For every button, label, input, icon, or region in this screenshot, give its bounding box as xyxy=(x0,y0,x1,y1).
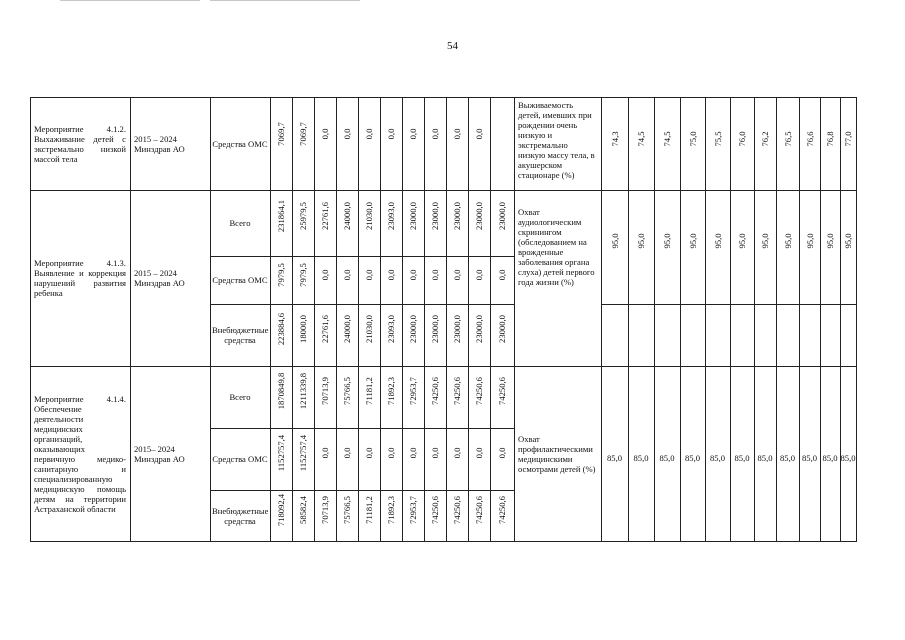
funding-value: 58582,4 xyxy=(298,496,308,525)
funding-value: 0,0 xyxy=(364,447,374,459)
col-divider xyxy=(424,97,425,541)
table-border-top xyxy=(30,97,856,98)
measure-name: Мероприятие 4.1.2. Выхаживание детей с экстремально низкой массой тела xyxy=(34,123,126,164)
funding-source-label: Средства ОМС xyxy=(212,454,268,464)
indicator-value: 85,0 xyxy=(840,452,856,463)
indicator-value: 95,0 xyxy=(804,233,815,249)
funding-value: 22761,6 xyxy=(320,314,330,343)
indicator-value: 95,0 xyxy=(636,233,646,249)
col-divider xyxy=(358,97,359,541)
indicator-value: 85,0 xyxy=(801,452,818,463)
funding-value: 23093,0 xyxy=(386,202,396,231)
funding-value: 0,0 xyxy=(364,269,374,281)
funding-value: 74250,6 xyxy=(430,376,440,405)
funding-value: 0,0 xyxy=(430,128,440,140)
funding-value: 7069,7 xyxy=(276,122,286,147)
funding-value: 0,0 xyxy=(452,447,462,459)
funding-source-label: Внебюджетные средства xyxy=(212,325,269,345)
indicator-value: 95,0 xyxy=(662,233,672,249)
indicator-value: 76,5 xyxy=(782,131,793,147)
funding-value: 23000,0 xyxy=(474,202,484,231)
col-divider xyxy=(820,97,821,366)
indicator-value: 74,3 xyxy=(609,131,620,147)
funding-value: 22761,6 xyxy=(320,202,330,231)
col-divider xyxy=(314,97,315,541)
indicator-value: 74,5 xyxy=(636,131,646,147)
col-divider xyxy=(730,97,731,366)
indicator-value: 95,0 xyxy=(782,233,793,249)
funding-value: 718092,4 xyxy=(276,494,286,527)
funding-value: 0,0 xyxy=(320,128,330,140)
funding-value: 1152757,4 xyxy=(298,434,308,471)
funding-value: 0,0 xyxy=(452,128,462,140)
col-divider xyxy=(820,366,821,541)
col-divider xyxy=(799,366,800,541)
col-divider xyxy=(840,97,841,366)
col-divider xyxy=(654,366,655,541)
indicator-name: Выживаемость детей, имевших при рождении очень низкую и экстремально низкую массу тела, в акушерском стационаре (%) xyxy=(518,100,595,180)
indicator-value: 77,0 xyxy=(843,131,853,147)
col-divider xyxy=(680,97,681,366)
funding-value: 0,0 xyxy=(408,447,418,459)
col-divider xyxy=(468,97,469,541)
funding-value: 74250,6 xyxy=(452,496,462,525)
funding-source-label: Всего xyxy=(229,392,251,402)
funding-value: 0,0 xyxy=(386,128,396,140)
funding-value: 21030,0 xyxy=(364,202,374,231)
col-divider xyxy=(380,97,381,541)
indicator-value: 95,0 xyxy=(712,233,723,249)
funding-value: 231864,1 xyxy=(276,200,286,233)
funding-source-label: Внебюджетные средства xyxy=(212,505,269,526)
funding-value: 74250,6 xyxy=(497,496,507,525)
col-divider xyxy=(628,366,629,541)
col-divider xyxy=(705,97,706,366)
col-divider xyxy=(210,97,211,541)
funding-value: 25979,5 xyxy=(298,202,308,231)
col-divider xyxy=(130,97,131,541)
funding-value: 7979,5 xyxy=(298,263,308,288)
funding-value: 18000,0 xyxy=(298,314,308,343)
funding-value: 0,0 xyxy=(430,269,440,281)
funding-value: 0,0 xyxy=(474,447,484,459)
funding-value: 0,0 xyxy=(320,269,330,281)
funding-value: 74250,6 xyxy=(452,376,462,405)
col-divider xyxy=(490,97,491,541)
indicator-name: Охват профилактическими медицинскими осмотрами детей (%) xyxy=(518,433,596,474)
col-divider xyxy=(270,97,271,541)
funding-value: 0,0 xyxy=(386,447,396,459)
subrow-divider xyxy=(601,304,856,305)
indicator-value: 85,0 xyxy=(633,452,649,463)
row-divider xyxy=(30,190,856,191)
funding-value: 24000,0 xyxy=(342,314,352,343)
funding-value: 70713,9 xyxy=(320,376,330,405)
funding-value: 0,0 xyxy=(408,128,418,140)
funding-value: 23000,0 xyxy=(408,202,418,231)
funding-source-label: Средства ОМС xyxy=(212,275,268,285)
indicator-value: 85,0 xyxy=(709,452,726,463)
col-divider xyxy=(628,97,629,366)
measure-name: Мероприятие 4.1.4. Обеспечение деятельности медицинских организаций, оказывающих первичную медико-санитарную и специализированную медицинскую помощь детям на территории Астраханской области xyxy=(34,393,126,514)
funding-value: 0,0 xyxy=(408,269,418,281)
col-divider xyxy=(730,366,731,541)
funding-value: 23000,0 xyxy=(430,202,440,231)
funding-source-label: Средства ОМС xyxy=(212,138,268,149)
indicator-value: 95,0 xyxy=(843,233,853,249)
funding-value: 72953,7 xyxy=(408,496,418,525)
funding-value: 1211339,8 xyxy=(298,372,308,409)
funding-value: 23000,0 xyxy=(497,314,507,343)
funding-value: 0,0 xyxy=(474,269,484,281)
funding-value: 74250,6 xyxy=(430,496,440,525)
col-divider xyxy=(601,97,602,541)
funding-value: 0,0 xyxy=(452,269,462,281)
indicator-value: 85,0 xyxy=(684,452,701,463)
funding-value: 23093,0 xyxy=(386,314,396,343)
col-divider xyxy=(799,97,800,366)
funding-value: 223884,6 xyxy=(276,312,286,345)
funding-value: 21030,0 xyxy=(364,314,374,343)
col-divider xyxy=(705,366,706,541)
col-divider xyxy=(654,97,655,366)
funding-value: 0,0 xyxy=(497,269,507,281)
measure-period: 2015 – 2024 Минздрав АО xyxy=(134,133,185,154)
funding-value: 0,0 xyxy=(386,269,396,281)
indicator-value: 85,0 xyxy=(734,452,750,463)
row-divider xyxy=(30,366,856,367)
funding-value: 23000,0 xyxy=(452,202,462,231)
funding-value: 71892,3 xyxy=(386,496,396,525)
table-border-bottom xyxy=(30,541,857,542)
col-divider xyxy=(776,366,777,541)
funding-value: 0,0 xyxy=(430,447,440,459)
funding-value: 23000,0 xyxy=(452,314,462,343)
funding-value: 0,0 xyxy=(364,128,374,140)
indicator-value: 75,0 xyxy=(687,131,698,147)
funding-value: 70713,9 xyxy=(320,496,330,525)
table-border-left xyxy=(30,97,31,541)
funding-value: 71892,3 xyxy=(386,376,396,405)
funding-value: 71181,2 xyxy=(364,376,374,405)
indicator-value: 95,0 xyxy=(609,233,620,249)
indicator-value: 85,0 xyxy=(822,452,838,463)
indicator-value: 95,0 xyxy=(737,233,747,249)
indicator-name: Охват аудиологическим скринингом (обследованием на врожденные заболевания органа слуха) детей первого года жизни (%) xyxy=(518,207,595,287)
indicator-value: 85,0 xyxy=(779,452,796,463)
indicator-value: 95,0 xyxy=(687,233,698,249)
col-divider xyxy=(514,97,515,541)
col-divider xyxy=(776,97,777,366)
funding-value: 74250,6 xyxy=(474,496,484,525)
col-divider xyxy=(856,97,857,541)
funding-value: 23000,0 xyxy=(430,314,440,343)
indicator-value: 85,0 xyxy=(659,452,675,463)
col-divider xyxy=(754,97,755,366)
col-divider xyxy=(336,97,337,541)
col-divider xyxy=(446,97,447,541)
funding-value: 75766,5 xyxy=(342,376,352,405)
funding-value: 0,0 xyxy=(342,128,352,140)
funding-value: 0,0 xyxy=(342,447,352,459)
indicator-value: 76,0 xyxy=(737,131,747,147)
measure-period: 2015– 2024 Минздрав АО xyxy=(134,443,185,464)
funding-value: 0,0 xyxy=(497,447,507,459)
funding-value: 74250,6 xyxy=(474,376,484,405)
indicator-value: 85,0 xyxy=(606,452,623,463)
indicator-value: 75,5 xyxy=(712,131,723,147)
indicator-value: 95,0 xyxy=(825,233,835,249)
funding-value: 23000,0 xyxy=(474,314,484,343)
funding-value: 0,0 xyxy=(320,447,330,459)
page-number: 54 xyxy=(447,40,458,52)
indicator-value: 74,5 xyxy=(662,131,672,147)
funding-value: 7979,5 xyxy=(276,263,286,288)
indicator-value: 76,8 xyxy=(825,131,835,147)
col-divider xyxy=(680,366,681,541)
funding-value: 75766,5 xyxy=(342,496,352,525)
indicator-value: 95,0 xyxy=(760,233,770,249)
funding-value: 0,0 xyxy=(342,269,352,281)
indicator-value: 85,0 xyxy=(757,452,773,463)
indicator-value: 76,2 xyxy=(760,131,770,147)
funding-value: 1152757,4 xyxy=(276,434,286,471)
funding-value: 23000,0 xyxy=(408,314,418,343)
funding-value: 74250,6 xyxy=(497,376,507,405)
funding-value: 0,0 xyxy=(474,128,484,140)
funding-value: 71181,2 xyxy=(364,496,374,525)
funding-value: 7069,7 xyxy=(298,122,308,147)
funding-value: 23000,0 xyxy=(497,202,507,231)
funding-value: 1870849,8 xyxy=(276,372,286,410)
funding-source-label: Всего xyxy=(229,218,251,228)
col-divider xyxy=(754,366,755,541)
measure-name: Мероприятие 4.1.3. Выявление и коррекция нарушений развития ребенка xyxy=(34,258,126,298)
indicator-value: 76,6 xyxy=(804,131,815,147)
funding-value: 72953,7 xyxy=(408,376,418,405)
funding-value: 24000,0 xyxy=(342,202,352,231)
col-divider xyxy=(292,97,293,541)
col-divider xyxy=(402,97,403,541)
measure-period: 2015 – 2024 Минздрав АО xyxy=(134,268,185,288)
